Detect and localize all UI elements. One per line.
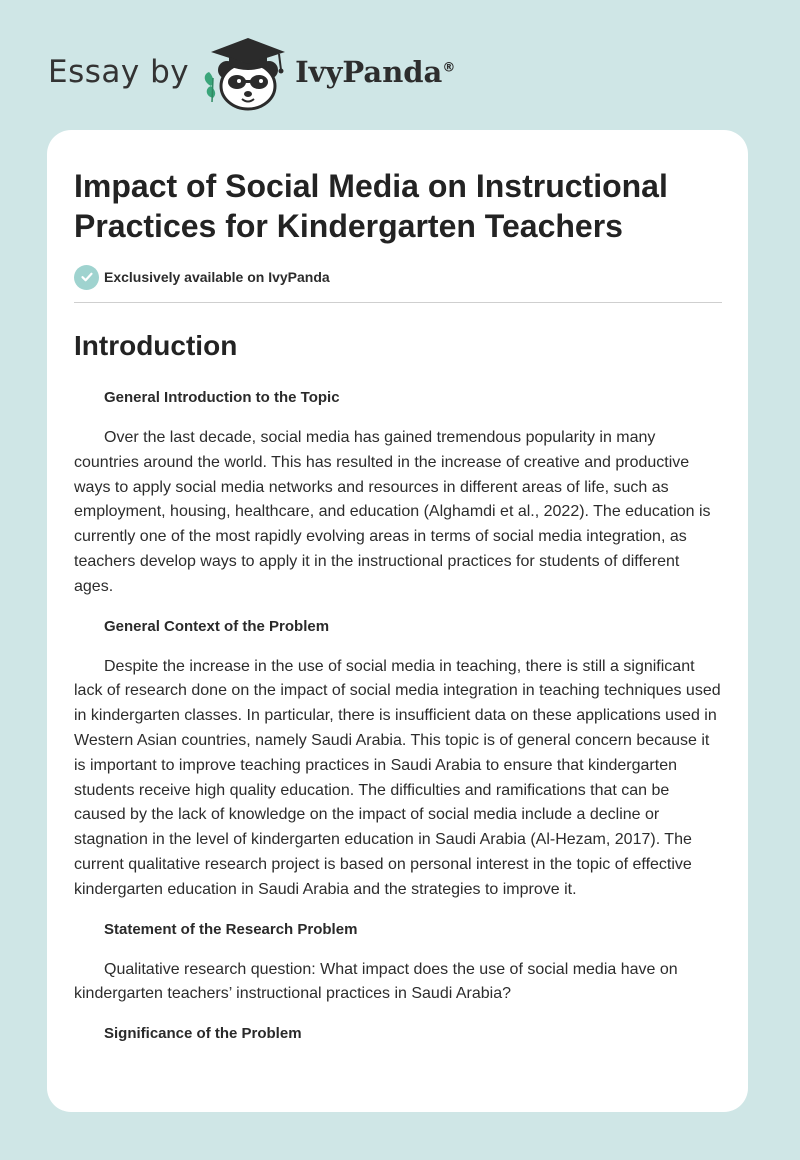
paragraph-general-context: Despite the increase in the use of social media in teaching, there is still a significant lack of research done on the impact of social media integration in teaching techniques used in kindergarten classes. In particular, there is insufficient data on these applications used in Western Asian countries, namely Saudi Arabia. This topic is of general concern because it is important to improve teaching practices in Saudi Arabia to ensure that kindergarten students receive high quality education. The difficulties and ramifications that can be caused by the lack of knowledge on the impact of social media include a decline or stagnation in the level of kindergarten education in Saudi Arabia (Al-Hezam, 2017). The current qualitative research project is based on personal interest in the topic of effective kindergarten education in Saudi Arabia and the strategies to improve it. xyxy=(74,657,721,898)
section-heading-introduction: Introduction xyxy=(74,330,238,361)
essay-card xyxy=(47,130,748,1112)
badge-text: Exclusively available on IvyPanda xyxy=(104,269,330,285)
subheading-research-problem: Statement of the Research Problem xyxy=(104,920,358,938)
check-circle-icon xyxy=(74,265,99,290)
paragraph-research-problem: Qualitative research question: What impact does the use of social media have on kindergarten teachers’ instructional practices in Saudi Arabia? xyxy=(74,960,678,1003)
panda-graduate-icon xyxy=(199,32,291,112)
paragraph-general-introduction: Over the last decade, social media has gained tremendous popularity in many countries around the world. This has resulted in the increase of creative and productive ways to apply social media networks and resources in different areas of life, such as employment, housing, healthcare, and education (Alghamdi et al., 2022). The education is currently one of the most rapidly evolving areas in terms of social media integration, as teachers develop ways to apply it in the instructional practices for students of different ages. xyxy=(74,429,711,595)
subheading-general-introduction: General Introduction to the Topic xyxy=(104,389,340,406)
brand-prefix: Essay by xyxy=(48,54,190,90)
title-divider xyxy=(74,302,722,303)
site-brand[interactable] xyxy=(48,32,455,112)
registered-mark: ® xyxy=(442,60,456,76)
brand-name-text: IvyPanda xyxy=(295,55,443,89)
essay-title: Impact of Social Media on Instructional Practices for Kindergarten Teachers xyxy=(74,168,668,244)
subheading-general-context: General Context of the Problem xyxy=(104,617,330,635)
exclusive-badge xyxy=(74,264,722,290)
subheading-significance: Significance of the Problem xyxy=(104,1025,302,1043)
brand-name xyxy=(295,55,455,89)
